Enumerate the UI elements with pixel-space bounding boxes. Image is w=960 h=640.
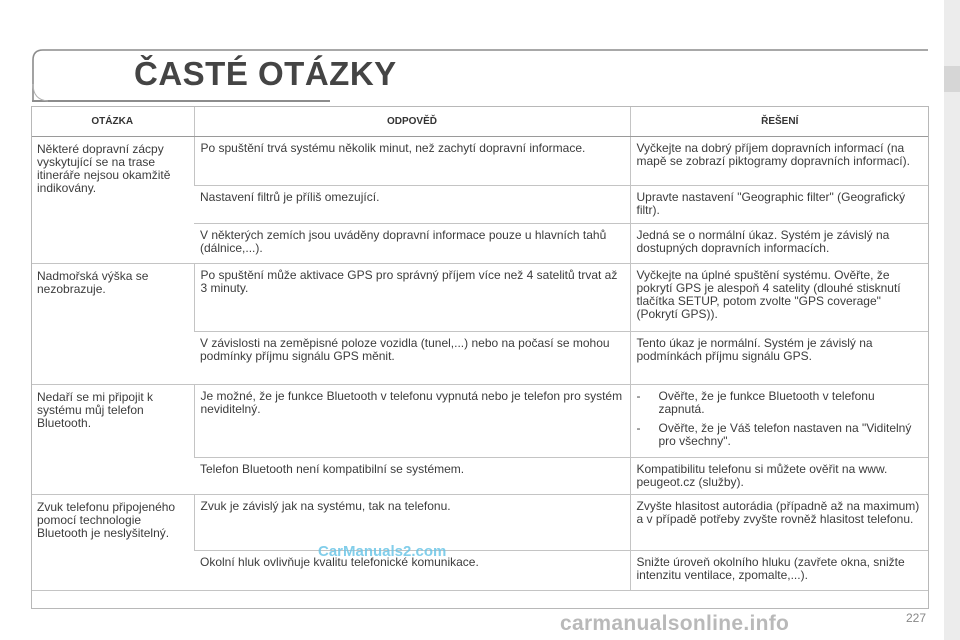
- solution-cell: Vyčkejte na dobrý příjem dopravních informací (na mapě se zobrazí piktogramy dopravních informací).: [630, 137, 929, 186]
- solution-step: - Ověřte, že je funkce Bluetooth v telefonu zapnutá.: [637, 390, 924, 416]
- table-row: [31, 264, 929, 332]
- answer-cell: Zvuk je závislý jak na systému, tak na telefonu.: [194, 495, 630, 551]
- answer-cell: Nastavení filtrů je příliš omezující.: [194, 186, 630, 224]
- table-row: [31, 495, 929, 551]
- solution-cell: Kompatibilitu telefonu si můžete ověřit na www. peugeot.cz (služby).: [630, 458, 929, 495]
- answer-cell: Je možné, že je funkce Bluetooth v telefonu vypnutá nebo je telefon pro systém neviditelný.: [194, 385, 630, 458]
- solution-cell: Zvyšte hlasitost autorádia (případně až na maximum) a v případě potřeby zvyšte rovněž hlasitost telefonu.: [630, 495, 929, 551]
- solution-step: - Ověřte, že je Váš telefon nastaven na "Viditelný pro všechny".: [637, 422, 924, 448]
- question-cell: Některé dopravní zácpy vyskytující se na trase itineráře nejsou okamžitě indikovány.: [31, 137, 194, 264]
- question-cell: Nadmořská výška se nezobrazuje.: [31, 264, 194, 385]
- question-cell: Zvuk telefonu připojeného pomocí technologie Bluetooth je neslyšitelný.: [31, 495, 194, 591]
- column-header-answer: ODPOVĚĎ: [194, 106, 630, 137]
- faq-table: [31, 106, 929, 591]
- solution-cell: Upravte nastavení "Geographic filter" (Geografický filtr).: [630, 186, 929, 224]
- answer-cell: Po spuštění trvá systému několik minut, než zachytí dopravní informace.: [194, 137, 630, 186]
- watermark-carmanuals2: CarManuals2.com: [318, 543, 447, 560]
- solution-cell: [630, 385, 929, 458]
- page-title: ČASTÉ OTÁZKY: [134, 55, 397, 92]
- watermark-carmanualsonline: carmanualsonline.info: [560, 612, 790, 635]
- answer-cell: V závislosti na zeměpisné poloze vozidla (tunel,...) nebo na počasí se mohou podmínky příjmu signálu GPS měnit.: [194, 332, 630, 385]
- table-header-row: [31, 106, 929, 137]
- solution-cell: Vyčkejte na úplné spuštění systému. Ověřte, že pokrytí GPS je alespoň 4 satelity (dlouhé stisknutí tlačítka SETUP, potom zvolte "GPS coverage" (Pokrytí GPS)).: [630, 264, 929, 332]
- solution-cell: Jedná se o normální úkaz. Systém je závislý na dostupných dopravních informacích.: [630, 224, 929, 264]
- solution-steps-list: [637, 390, 924, 448]
- answer-cell: V některých zemích jsou uváděny dopravní informace pouze u hlavních tahů (dálnice,...).: [194, 224, 630, 264]
- column-header-solution: ŘEŠENÍ: [630, 106, 929, 137]
- page-number: 227: [906, 611, 927, 625]
- answer-cell: Okolní hluk ovlivňuje kvalitu telefonické komunikace.: [194, 551, 630, 591]
- answer-cell: Telefon Bluetooth není kompatibilní se systémem.: [194, 458, 630, 495]
- answer-cell: Po spuštění může aktivace GPS pro správný příjem více než 4 satelitů trvat až 3 minuty.: [194, 264, 630, 332]
- solution-cell: Snižte úroveň okolního hluku (zavřete okna, snižte intenzitu ventilace, zpomalte,...).: [630, 551, 929, 591]
- solution-cell: Tento úkaz je normální. Systém je závislý na podmínkách příjmu signálu GPS.: [630, 332, 929, 385]
- table-row: [31, 137, 929, 186]
- table-row: [31, 385, 929, 458]
- column-header-question: OTÁZKA: [31, 106, 194, 137]
- question-cell: Nedaří se mi připojit k systému můj telefon Bluetooth.: [31, 385, 194, 495]
